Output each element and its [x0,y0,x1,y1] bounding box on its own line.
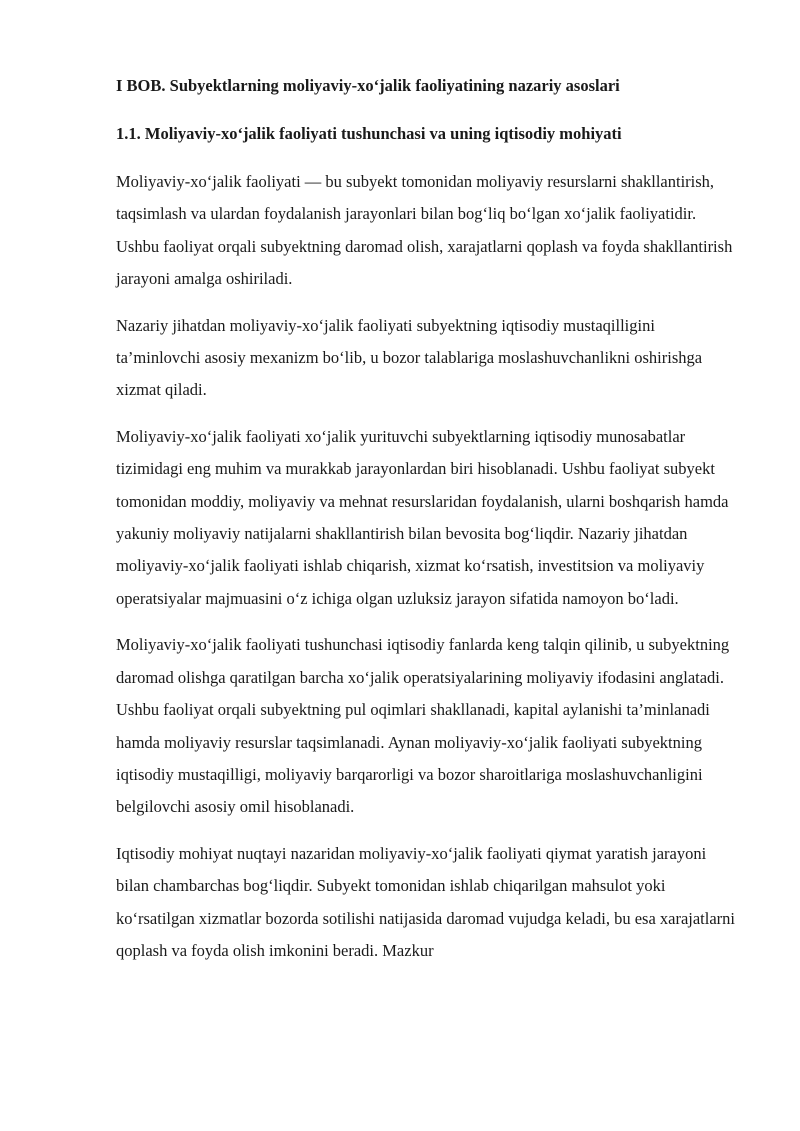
section-title: 1.1. Moliyaviy-xo‘jalik faoliyati tushunchasi va uning iqtisodiy mohiyati [116,124,622,143]
paragraph-1: Moliyaviy-xo‘jalik faoliyati — bu subyekt tomonidan moliyaviy resurslarni shakllantirish, taqsimlash va ulardan foydalanish jarayonlari bilan bog‘liq bo‘lgan xo‘jalik faoliyatidir. Ushbu faoliyat orqali subyektning daromad olish, xarajatlarni qoplash va foyda shakllantirish jarayoni amalga oshiriladi. [116,172,733,289]
chapter-title: I BOB. Subyektlarning moliyaviy-xo‘jalik faoliyatining nazariy asoslari [116,76,620,95]
paragraph-2: Nazariy jihatdan moliyaviy-xo‘jalik faoliyati subyektning iqtisodiy mustaqilligini ta’minlovchi asosiy mexanizm bo‘lib, u bozor talablariga moslashuvchanlikni oshirishga xizmat qiladi. [116,315,703,400]
paragraph-5: Iqtisodiy mohiyat nuqtayi nazaridan moliyaviy-xo‘jalik faoliyati qiymat yaratish jarayoni bilan chambarchas bog‘liqdir. Subyekt tomonidan ishlab chiqarilgan mahsulot yoki ko‘rsatilgan xizmatlar bozorda sotilishi natijasida daromad vujudga keladi, bu esa xarajatlarni qoplash va foyda olish imkonini beradi. Mazkur [116,843,736,960]
paragraph-3: Moliyaviy-xo‘jalik faoliyati xo‘jalik yurituvchi subyektlarning iqtisodiy munosabatlar tizimidagi eng muhim va murakkab jarayonlardan biri hisoblanadi. Ushbu faoliyat subyekt tomonidan moddiy, moliyaviy va mehnat resurslaridan foydalanish, ularni boshqarish hamda yakuniy moliyaviy natijalarni shakllantirish bilan bevosita bog‘liqdir. Nazariy jihatdan moliyaviy-xo‘jalik faoliyati ishlab chiqarish, xizmat ko‘rsatish, investitsion va moliyaviy operatsiyalar majmuasini o‘z ichiga olgan uzluksiz jarayon sifatida namoyon bo‘ladi. [116,426,729,608]
document-page [116,74,738,981]
paragraph-4: Moliyaviy-xo‘jalik faoliyati tushunchasi iqtisodiy fanlarda keng talqin qilinib, u subyektning daromad olishga qaratilgan barcha xo‘jalik operatsiyalarining moliyaviy ifodasini anglatadi. Ushbu faoliyat orqali subyektning pul oqimlari shakllanadi, kapital aylanishi ta’minlanadi hamda moliyaviy resurslar taqsimlanadi. Aynan moliyaviy-xo‘jalik faoliyati subyektning iqtisodiy mustaqilligi, moliyaviy barqarorligi va bozor sharoitlariga moslashuvchanligini belgilovchi asosiy omil hisoblanadi. [116,635,730,817]
